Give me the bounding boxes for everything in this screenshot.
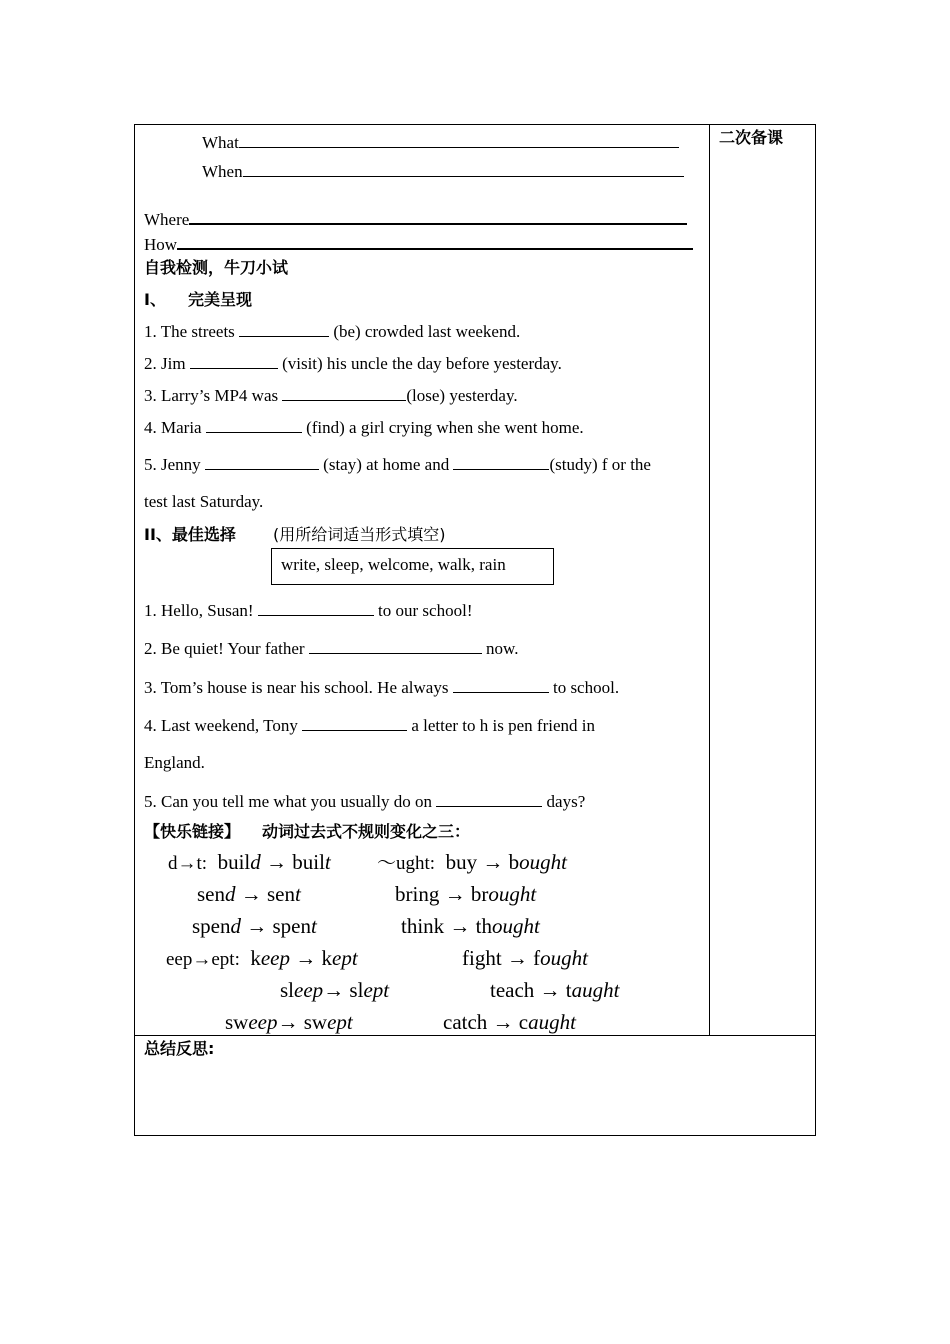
verb-row-5-left: sleep→ slept xyxy=(280,978,390,1002)
part1-q2: 2. Jim (visit) his uncle the day before yesterday. xyxy=(144,354,562,373)
part1-q5-blank-1[interactable] xyxy=(205,454,319,470)
part1-q1-blank[interactable] xyxy=(239,321,329,337)
part2-q1-blank[interactable] xyxy=(258,600,374,616)
verb-row-1-right: ～ught: buy → bought xyxy=(377,850,567,874)
verb-row-3-right: think → thought xyxy=(401,914,540,938)
side-header: 二次备课 xyxy=(719,128,784,147)
verb-row-6-left: sweep→ swept xyxy=(225,1010,353,1034)
part2-q1: 1. Hello, Susan! to our school! xyxy=(144,601,473,620)
when-blank[interactable] xyxy=(243,161,684,177)
summary-label: 总结反思: xyxy=(144,1039,215,1058)
part1-q1: 1. The streets (be) crowded last weekend. xyxy=(144,322,521,341)
how-blank[interactable] xyxy=(177,233,693,250)
part2-q5: 5. Can you tell me what you usually do on days? xyxy=(144,792,586,811)
part2-q3-blank[interactable] xyxy=(453,677,549,693)
word-bank-box: write, sleep, welcome, walk, rain xyxy=(271,548,554,585)
verb-row-2-right: bring → brought xyxy=(395,882,537,906)
part1-q4: 4. Maria (find) a girl crying when she went home. xyxy=(144,418,584,437)
part2-q4-blank[interactable] xyxy=(302,715,407,731)
part2-q4-continued: England. xyxy=(144,753,205,772)
how-line: How xyxy=(144,233,693,255)
part2-q3: 3. Tom’s house is near his school. He always to school. xyxy=(144,678,620,697)
part2-q2: 2. Be quiet! Your father now. xyxy=(144,639,519,658)
verb-row-1-left: d→t: build → built xyxy=(168,850,331,874)
column-divider xyxy=(709,124,710,1036)
part1-q5-continued: test last Saturday. xyxy=(144,492,264,511)
what-line: What xyxy=(202,132,679,153)
link-title: 【快乐链接】 动词过去式不规则变化之三： xyxy=(144,822,471,841)
part1-q5-blank-2[interactable] xyxy=(453,454,549,470)
when-line: When xyxy=(202,161,684,182)
verb-row-6-right: catch → caught xyxy=(443,1010,576,1034)
part2-q5-blank[interactable] xyxy=(436,791,542,807)
where-blank[interactable] xyxy=(189,208,687,225)
part2-q2-blank[interactable] xyxy=(309,638,482,654)
verb-row-4-right: fight → fought xyxy=(462,946,589,970)
where-line: Where xyxy=(144,208,687,230)
verb-row-5-right: teach → taught xyxy=(490,978,620,1002)
part1-q4-blank[interactable] xyxy=(206,417,302,433)
part1-q3-blank[interactable] xyxy=(282,385,406,401)
part1-q3: 3. Larry’s MP4 was (lose) yesterday. xyxy=(144,386,518,405)
part2-instruction: (用所给词适当形式填空) xyxy=(273,525,446,544)
verb-row-4-left: eep→ept: keep → kept xyxy=(166,946,358,970)
row-divider xyxy=(134,1035,816,1036)
part1-title: I、 完美呈现 xyxy=(144,290,252,309)
verb-row-2-left: send → sent xyxy=(197,882,301,906)
part1-q5: 5. Jenny (stay) at home and (study) f or the xyxy=(144,455,651,474)
verb-row-3-left: spend → spent xyxy=(192,914,317,938)
self-check-title: 自我检测，牛刀小试 xyxy=(144,258,289,277)
part2-title: II、最佳选择 xyxy=(144,525,236,544)
what-blank[interactable] xyxy=(239,132,679,148)
part2-q4: 4. Last weekend, Tony a letter to h is pen friend in xyxy=(144,716,595,735)
part1-q2-blank[interactable] xyxy=(190,353,278,369)
